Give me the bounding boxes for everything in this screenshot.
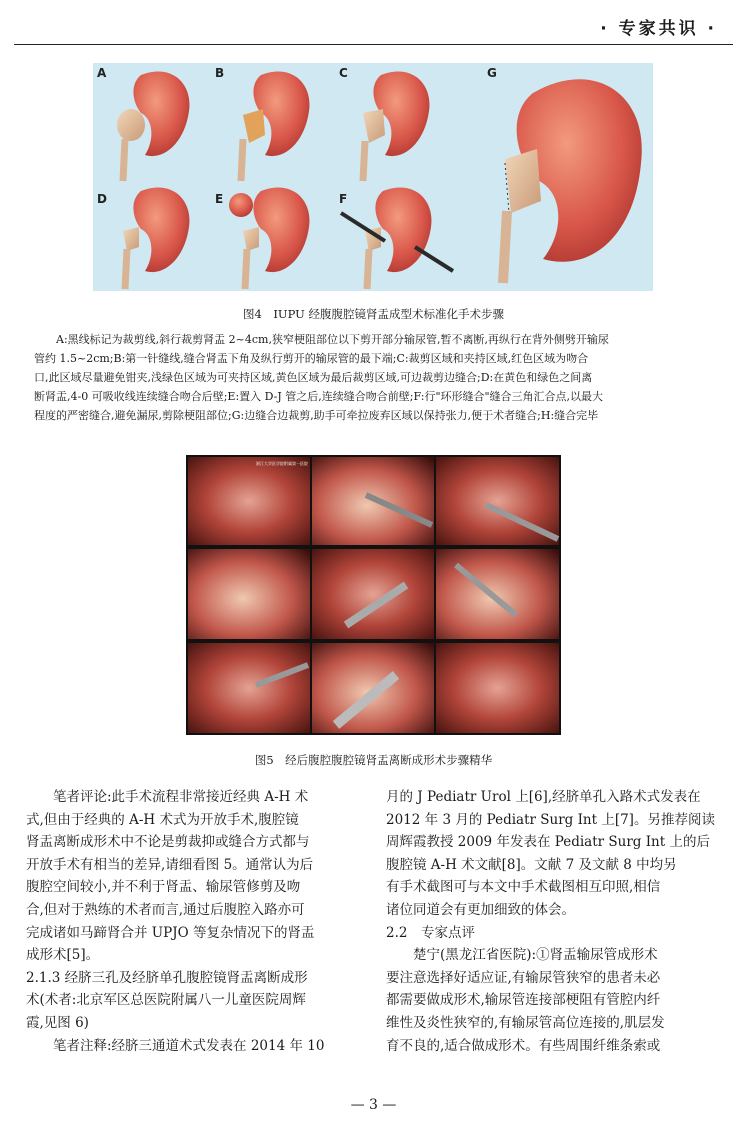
photo-watermark: 浙江大学医学院附属第一医院 [256,461,308,466]
text-line: 2012 年 3 月的 Pediatr Surg Int 上[7]。另推荐阅读 [386,811,715,828]
figure4-notes [34,330,714,425]
text-line: 笔者评论:此手术流程非常接近经典 A-H 术 [53,789,309,805]
panel-f-kidney [341,187,453,289]
text-line: 式,但由于经典的 A-H 术式为开放手术,腹腔镜 [26,811,299,828]
text-line: 腹腔空间较小,并不利于肾盂、输尿管修剪及吻 [26,879,301,896]
text-line: 月的 J Pediatr Urol 上[6],经脐单孔入路术式发表在 [386,789,701,805]
panel-label-f: F [339,192,348,206]
figure5-caption: 图5 经后腹腔腹腔镜肾盂离断成形术步骤精华 [254,753,493,767]
text-line: 腹腔镜 A-H 术文献[8]。文献 7 及文献 8 中均另 [386,856,677,873]
text-line: 开放手术有相当的差异,请细看图 5。通常认为后 [26,856,314,873]
text-line: 有手术截图可与本文中手术截图相互印照,相信 [386,879,661,896]
figure4-note-line: 断肾盂,4-0 可吸收线连续缝合吻合后壁;E:置入 D-J 管之后,连续缝合吻合前壁;F:行"环形缝合"缝合三角汇合点,以最大 [34,390,604,403]
journal-section-title: · 专家共识 · [600,19,717,39]
section-heading-2-2: 2.2 专家点评 [386,924,475,941]
panel-g-kidney [503,79,642,283]
text-line: 诸位同道会有更加细致的体会。 [386,901,575,918]
text-line: 都需要做成形术,输尿管连接部梗阻有管腔内纤 [386,992,661,1009]
panel-e-kidney [229,187,309,289]
panel-label-g: G [487,66,497,80]
panel-label-e: E [215,192,224,206]
text-line: 术(术者:北京军区总医院附属八一儿童医院周辉 [26,992,306,1009]
figure4-note-line: 程度的严密缝合,避免漏尿,剪除梗阻部位;G:边缝合边裁剪,助手可牵拉废弃区域以保持张力,便于术者缝合;H:缝合完毕 [34,409,599,422]
left-column [26,786,351,1057]
panel-d-kidney [123,187,189,289]
text-line: 完成诸如马蹄肾合并 UPJO 等复杂情况下的肾盂 [26,924,315,941]
figure4-illustration [93,63,653,291]
header-rule [14,44,733,45]
panel-c-kidney [363,71,429,181]
text-line: 周辉霞教授 2009 年发表在 Pediatr Surg Int 上的后 [386,834,710,851]
photo-row-2 [188,549,559,639]
section-heading-2-1-3: 2.1.3 经脐三孔及经脐单孔腹腔镜肾盂离断成形 [26,969,308,986]
panel-b-kidney [241,71,309,181]
text-line: 要注意选择好适应证,有输尿管狭窄的患者未必 [386,969,661,986]
text-line: 合,但对于熟练的术者而言,通过后腹腔入路亦可 [26,901,305,918]
panel-label-d: D [97,192,107,206]
panel-a-kidney [117,71,189,181]
text-line: 笔者注释:经脐三通道术式发表在 2014 年 10 [53,1037,325,1054]
text-line: 楚宁(黑龙江省医院):①肾盂输尿管成形术 [413,947,658,964]
figure5-photo-grid [186,455,561,735]
text-line: 育不良的,适合做成形术。有些周围纤维条索或 [386,1037,661,1054]
text-line: 霞,见图 6) [26,1014,89,1031]
page-number: — 3 — [350,1097,397,1113]
right-column [386,786,715,1057]
panel-label-a: A [97,66,107,80]
figure4-note-line: 管约 1.5~2cm;B:第一针缝线,缝合肾盂下角及纵行剪开的输尿管的最下端;C:裁剪区域和夹持区域,红色区域为吻合 [34,352,589,365]
panel-label-b: B [215,66,225,80]
text-line: 维性及炎性狭窄的,有输尿管高位连接的,肌层发 [386,1014,665,1031]
figure4-note-line: 口,此区域尽量避免钳夹,浅绿色区域为可夹持区域,黄色区域为最后裁剪区域,可边裁剪边缝合;D:在黄色和绿色之间离 [34,371,593,384]
photo-row-3 [188,643,559,733]
photo-row-1 [188,457,559,545]
panel-label-c: C [339,66,348,80]
figure4-note-line: A:黑线标记为裁剪线,斜行裁剪肾盂 2~4cm,狭窄梗阻部位以下剪开部分输尿管,暂不离断,再纵行在背外侧劈开输尿 [56,333,609,346]
text-line: 成形术[5]。 [26,947,100,964]
text-line: 肾盂离断成形术中不论是剪裁抑或缝合方式都与 [26,834,310,851]
figure4-caption: 图4 IUPU 经腹腹腔镜肾盂成型术标准化手术步骤 [243,307,504,321]
